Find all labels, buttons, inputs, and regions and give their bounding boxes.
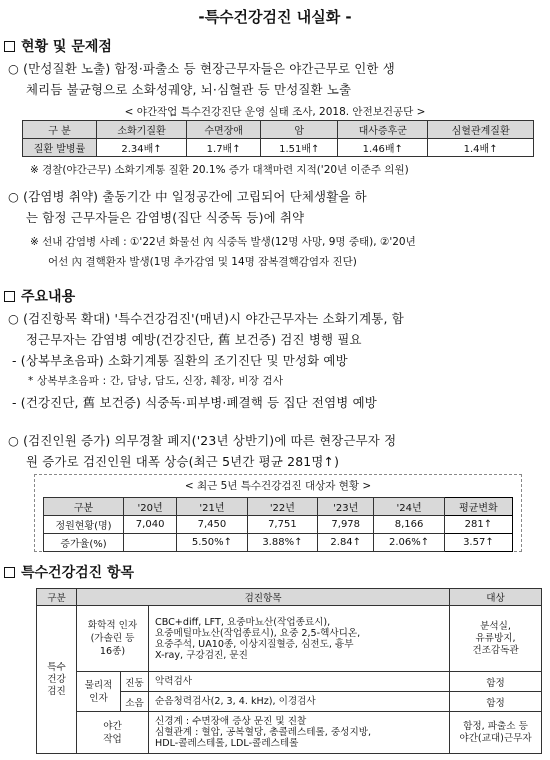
- paragraph-expand-items: ○ (검진항목 확대) '특수건강검진'(매년)시 야간근무자는 소화기계통, 함 정근무자는 감염병 예방(건강진단, 舊 보건증) 검진 병행 필요 - (상복부초음파) 소화기계통 질환의 조기진단 및 만성화 예방 * 상복부초음파 : 간, 담낭, 담도, 신장, 췌장, 비장 검사 - (건강진단, 舊 보건증) 식중독·피부병·폐결핵 등 집단 전염병 예방: [8, 311, 404, 410]
- section-heading-exam-items: 특수건강검진 항목: [4, 562, 134, 582]
- table1-caption: < 야간작업 특수건강진단 운영 실태 조사, 2018. 안전보건공단 >: [124, 106, 426, 118]
- table-row: 야간 작업 신경계 : 수면장애 증상 문진 및 진찰 심혈관계 : 혈압, 공복혈당, 총콜레스테롤, 중성지방, HDL-콜레스테롤, LDL-콜레스테롤 함정, 파출소 등 야간(교대)근무자: [37, 712, 542, 754]
- page-title: -특수건강검진 내실화 -: [198, 8, 352, 26]
- stats-box: [34, 474, 522, 552]
- staff-trend-table: [43, 497, 513, 552]
- paragraph-increase-count: ○ (검진인원 증가) 의무경찰 폐지('23년 상반기)에 따른 현장근무자 정 원 증가로 검진인원 대폭 상승(최근 5년간 평균 281명↑): [8, 433, 397, 469]
- note-police-digestive: ※ 경찰(야간근무) 소화기계통 질환 20.1% 증가 대책마련 지적('20년 이준주 의원): [30, 164, 409, 176]
- table-row: 소음 순음청력검사(2, 3, 4. kHz), 이경검사 함정: [37, 692, 542, 712]
- table-row: 증가율(%) 5.50%↑ 3.88%↑ 2.84↑ 2.06%↑ 3.57↑: [44, 534, 513, 552]
- square-bullet-icon: [4, 567, 15, 578]
- table-row: 물리적 인자 진동 악력검사 함정: [37, 672, 542, 692]
- disease-rate-table: [22, 120, 534, 157]
- section-heading-main: 주요내용: [4, 286, 75, 306]
- note-infection-cases: ※ 선내 감염병 사례 : ①'22년 화물선 內 식중독 발생(12명 사망, 9명 중태), ②'20년 어선 內 결핵환자 발생(1명 추가감염 및 14명 잠복결핵감염자 진단): [30, 236, 416, 268]
- table-header-row: 구분 '20년 '21년 '22년 '23년 '24년 평균변화: [44, 498, 513, 516]
- table-row: 특수 건강 검진 화학적 인자 (가솔린 등 16종) CBC+diff, LFT, 요중마뇨산(작업종료시), 요중메틸마뇨산(작업종료시), 요중 2,5-헥사디온, 요중주석, UA10종, 이상지질혈증, 심전도, 흉부 X-ray, 구강검진, 문진 분석실, 유류방지, 건조감독관: [37, 606, 542, 672]
- table-header-row: 구분 검진항목 대상: [37, 589, 542, 606]
- paragraph-chronic-disease: ○ (만성질환 노출) 함정·파출소 등 현장근무자들은 야간근무로 인한 생 체리듬 불균형으로 소화성궤양, 뇌·심혈관 등 만성질환 노출: [8, 61, 395, 97]
- table2-caption: < 최근 5년 특수건강검진 대상자 현황 >: [184, 480, 372, 492]
- exam-items-table: [36, 588, 542, 754]
- square-bullet-icon: [4, 291, 15, 302]
- table-row: 정원현황(명) 7,040 7,450 7,751 7,978 8,166 281↑: [44, 516, 513, 534]
- table-row: 질환 발병률 2.34배↑ 1.7배↑ 1.51배↑ 1.46배↑ 1.4배↑: [23, 139, 534, 157]
- table-header-row: 구 분 소화기질환 수면장애 암 대사증후군 심혈관계질환: [23, 121, 534, 139]
- section-heading-status: 현황 및 문제점: [4, 36, 112, 56]
- square-bullet-icon: [4, 41, 15, 52]
- paragraph-infection: ○ (감염병 취약) 출동기간 中 일정공간에 고립되어 단체생활을 하 는 함정 근무자들은 감염병(집단 식중독 등)에 취약: [8, 189, 367, 225]
